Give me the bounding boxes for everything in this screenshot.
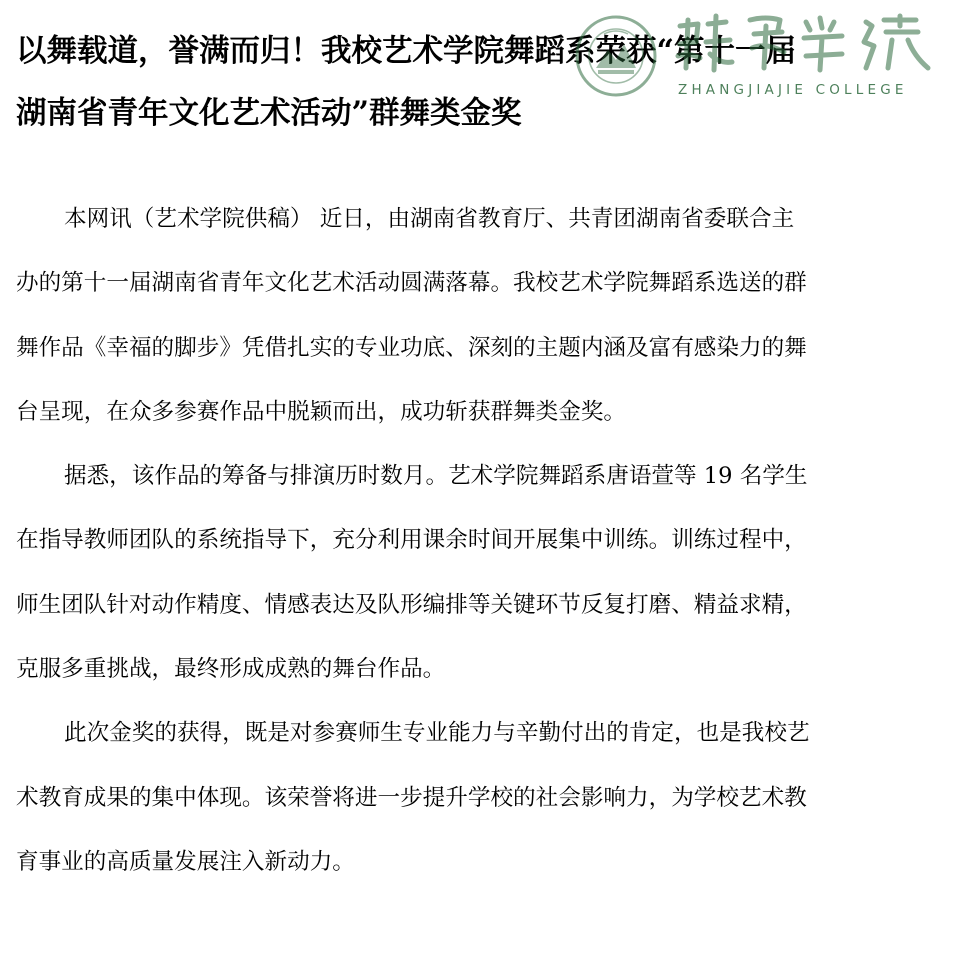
paragraph-line: 术教育成果的集中体现。该荣誉将进一步提升学校的社会影响力，为学校艺术教 xyxy=(16,784,807,811)
paragraph-line: 舞作品《幸福的脚步》凭借扎实的专业功底、深刻的主题内涵及富有感染力的舞 xyxy=(16,334,807,361)
paragraph-line: 克服多重挑战，最终形成成熟的舞台作品。 xyxy=(16,656,446,683)
article-paragraph xyxy=(16,187,946,444)
college-name-english: ZHANGJIAJIE COLLEGE xyxy=(678,82,908,98)
article-paragraph xyxy=(16,701,946,894)
article-paragraph xyxy=(16,444,946,701)
college-logo-watermark xyxy=(574,12,946,104)
title-line: 以舞载道，誉满而归！我校艺术学院舞蹈系荣获“第十一届 xyxy=(16,33,797,69)
college-seal-icon xyxy=(574,14,658,98)
college-name-calligraphy xyxy=(670,12,940,76)
paragraph-line: 据悉，该作品的筹备与排演历时数月。艺术学院舞蹈系唐语萱等 19 名学生 xyxy=(64,463,808,490)
paragraph-line: 在指导教师团队的系统指导下，充分利用课余时间开展集中训练。训练过程中， xyxy=(16,527,807,554)
paragraph-line: 师生团队针对动作精度、情感表达及队形编排等关键环节反复打磨、精益求精， xyxy=(16,591,807,618)
paragraph-line: 台呈现，在众多参赛作品中脱颖而出，成功斩获群舞类金奖。 xyxy=(16,398,627,425)
paragraph-line: 育事业的高质量发展注入新动力。 xyxy=(16,848,355,875)
paragraph-line: 此次金奖的获得，既是对参赛师生专业能力与辛勤付出的肯定，也是我校艺 xyxy=(64,720,810,747)
article-body xyxy=(16,187,946,894)
paragraph-line: 本网讯（艺术学院供稿） 近日，由湖南省教育厅、共青团湖南省委联合主 xyxy=(64,206,795,232)
title-line: 湖南省青年文化艺术活动”群舞类金奖 xyxy=(16,95,522,131)
paragraph-line: 办的第十一届湖南省青年文化艺术活动圆满落幕。我校艺术学院舞蹈系选送的群 xyxy=(16,270,807,297)
